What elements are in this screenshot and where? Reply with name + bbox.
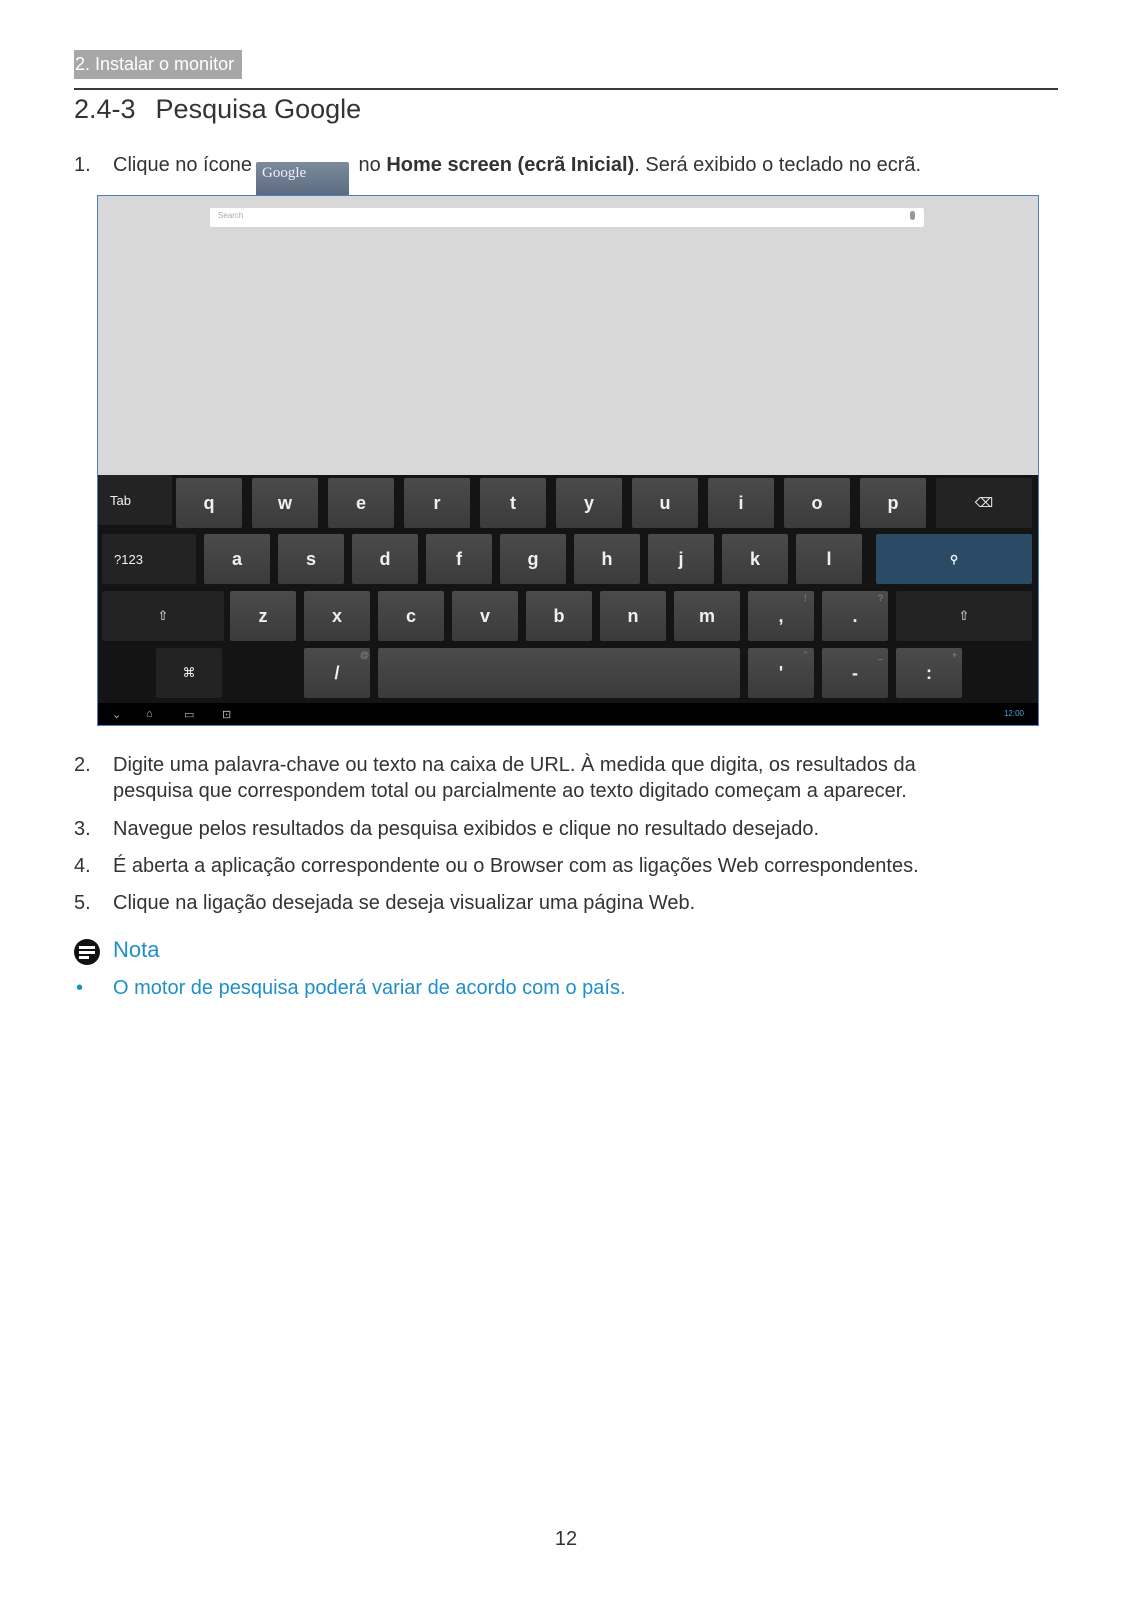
search-placeholder: Search: [218, 211, 244, 220]
key-z: z: [230, 591, 296, 641]
step-4-number: 4.: [74, 855, 91, 877]
note-bullet: •: [76, 977, 84, 999]
android-keyboard-screenshot: [97, 195, 1039, 726]
key-m: m: [674, 591, 740, 641]
key-g: g: [500, 534, 566, 584]
section-number: 2.4-3: [74, 94, 136, 124]
search-bar: [210, 208, 924, 227]
key-k: k: [722, 534, 788, 584]
key-q: q: [176, 478, 242, 528]
space-key: [378, 648, 740, 698]
backspace-icon: ⌫: [936, 478, 1032, 528]
hint-quote: ": [804, 650, 808, 660]
key-c: c: [378, 591, 444, 641]
recent-apps-icon: ▭: [184, 709, 195, 721]
key-u: u: [632, 478, 698, 528]
key-h: h: [574, 534, 640, 584]
onscreen-keyboard: [98, 475, 1038, 725]
step-5-number: 5.: [74, 892, 91, 914]
back-icon: ⌄: [112, 709, 122, 721]
step-3-text: Navegue pelos resultados da pesquisa exibidos e clique no resultado desejado.: [113, 818, 820, 840]
note-text: O motor de pesquisa poderá variar de acordo com o país.: [113, 977, 626, 999]
note-title: Nota: [113, 937, 160, 962]
step-3-number: 3.: [74, 818, 91, 840]
section-tag: 2. Instalar o monitor: [74, 50, 242, 79]
hint-at: @: [360, 650, 370, 660]
key-comma: ,: [748, 591, 814, 641]
key-dash: -: [822, 648, 888, 698]
status-clock: 12:00: [1003, 709, 1024, 718]
step-5-text: Clique na ligação desejada se deseja visualizar uma página Web.: [113, 892, 696, 914]
key-l: l: [796, 534, 862, 584]
step-2-number: 2.: [74, 754, 91, 776]
section-title: Pesquisa Google: [155, 94, 362, 124]
step-1-text: [113, 152, 1003, 196]
screenshot-icon: ⊡: [222, 709, 232, 721]
key-apostrophe: ': [748, 648, 814, 698]
key-f: f: [426, 534, 492, 584]
shift-right-icon: ⇧: [896, 591, 1032, 641]
key-period: .: [822, 591, 888, 641]
page-number: 12: [554, 1528, 578, 1550]
hint-question: ?: [878, 593, 884, 603]
key-slash: /: [304, 648, 370, 698]
key-p: p: [860, 478, 926, 528]
tab-key: Tab: [98, 475, 172, 525]
step-4-text: É aberta a aplicação correspondente ou o Browser com as ligações Web correspondentes.: [113, 855, 919, 877]
step-1-part: . Será exibido o teclado no ecrã.: [634, 154, 922, 176]
step-1-number: 1.: [74, 154, 91, 176]
shift-left-icon: ⇧: [102, 591, 224, 641]
step-2-text: Digite uma palavra-chave ou texto na caixa de URL. À medida que digita, os resultados da pesquisa que correspondem total ou parcialmente ao texto digitado começam a aparecer.: [113, 754, 916, 802]
key-j: j: [648, 534, 714, 584]
home-icon: ⌂: [146, 708, 153, 720]
key-y: y: [556, 478, 622, 528]
key-i: i: [708, 478, 774, 528]
step-1-part: no: [358, 154, 381, 176]
hint-exclaim: !: [804, 593, 807, 603]
home-screen-term: Home screen (ecrã Inicial): [386, 154, 635, 176]
page-title: [74, 90, 361, 128]
key-a: a: [204, 534, 270, 584]
google-app-icon: Google: [256, 162, 349, 196]
search-key-icon: ⚲: [876, 534, 1032, 584]
hint-underscore: _: [878, 650, 884, 660]
key-x: x: [304, 591, 370, 641]
key-d: d: [352, 534, 418, 584]
key-v: v: [452, 591, 518, 641]
key-r: r: [404, 478, 470, 528]
symbols-key: ?123: [102, 534, 196, 584]
mic-icon: [910, 211, 915, 220]
android-nav-bar: [98, 703, 1038, 725]
step-1-part: Clique no ícone: [113, 154, 252, 176]
key-n: n: [600, 591, 666, 641]
key-o: o: [784, 478, 850, 528]
key-e: e: [328, 478, 394, 528]
key-t: t: [480, 478, 546, 528]
key-colon: :: [896, 648, 962, 698]
key-s: s: [278, 534, 344, 584]
hint-plus: +: [952, 650, 958, 660]
key-b: b: [526, 591, 592, 641]
key-w: w: [252, 478, 318, 528]
note-icon: [74, 939, 100, 965]
settings-key-icon: ⌘: [156, 648, 222, 698]
